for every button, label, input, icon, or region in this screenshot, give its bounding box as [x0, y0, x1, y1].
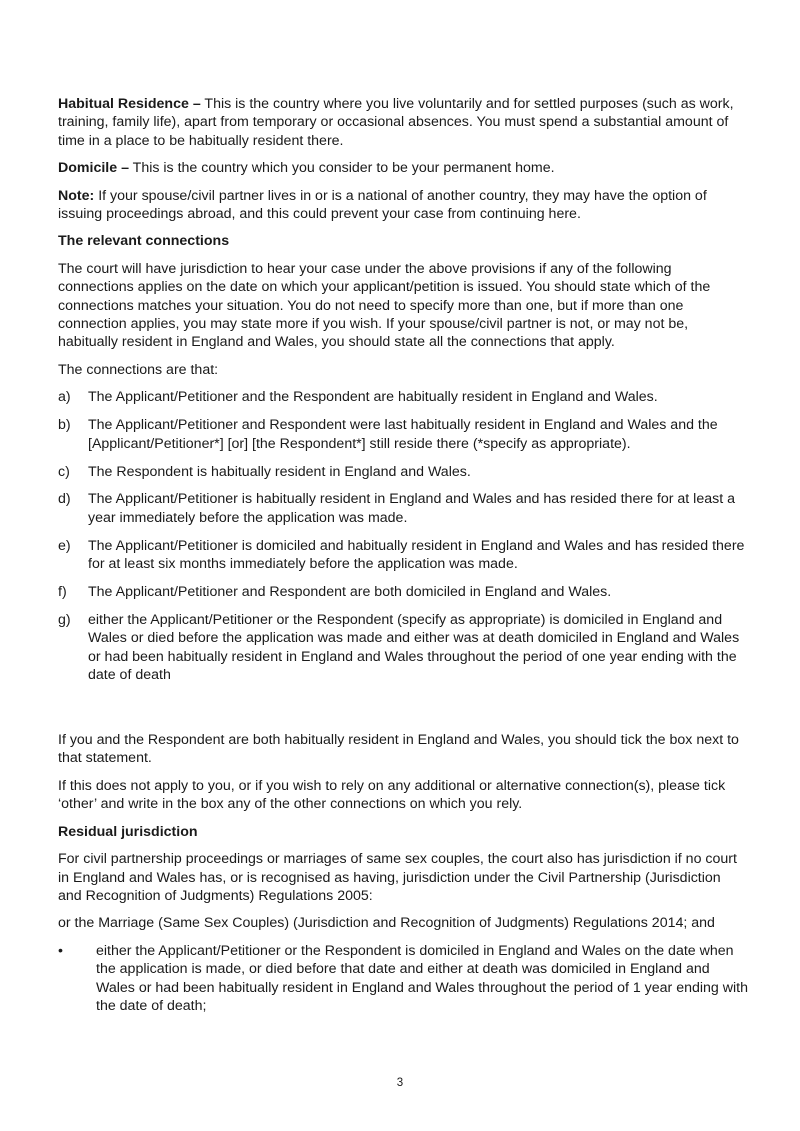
note-paragraph — [58, 187, 748, 224]
list-item-text: The Applicant/Petitioner and the Respondent are habitually resident in England and Wales. — [88, 389, 658, 406]
residual-jurisdiction-marriage-paragraph: or the Marriage (Same Sex Couples) (Jurisdiction and Recognition of Judgments) Regulations 2014; and — [58, 915, 715, 932]
residual-jurisdiction-heading: Residual jurisdiction — [58, 823, 198, 840]
list-item-text: The Applicant/Petitioner and Respondent were last habitually resident in England and Wales and the [Applicant/Petitioner*] [or] [the Respondent*] still reside there (*specify as appropriate). — [88, 417, 718, 452]
list-item-text: The Respondent is habitually resident in England and Wales. — [88, 463, 471, 480]
list-item-text: either the Applicant/Petitioner or the Respondent (specify as appropriate) is domiciled in England and Wales or died before the application was made and either was at death domiciled in England and Wales or had been habitually resident in England and Wales throughout the period of one year ending with the date of death — [88, 611, 740, 684]
habitual-residence-definition — [58, 95, 748, 150]
list-marker: f) — [58, 584, 67, 601]
connections-lead: The connections are that: — [58, 361, 219, 378]
definition-term: Domicile – — [58, 160, 129, 177]
list-marker: g) — [58, 611, 71, 628]
list-item — [58, 537, 748, 574]
list-marker: d) — [58, 491, 71, 508]
note-term: Note: — [58, 187, 95, 204]
document-page — [58, 95, 748, 1015]
bullet-marker: • — [58, 942, 63, 959]
page-number: 3 — [396, 1077, 404, 1089]
list-marker: b) — [58, 417, 71, 434]
list-item — [58, 942, 748, 1016]
tick-instruction: If you and the Respondent are both habitually resident in England and Wales, you should tick the box next to that statement. — [58, 732, 739, 767]
residual-jurisdiction-paragraph: For civil partnership proceedings or marriages of same sex couples, the court also has jurisdiction if no court in England and Wales has, or is recognised as having, jurisdiction under the Civil Partnership (Jurisdiction and Recognition of Judgments) Regulations 2005: — [58, 851, 737, 904]
list-item — [58, 583, 748, 601]
list-item — [58, 388, 748, 406]
definition-term: Habitual Residence – — [58, 96, 201, 112]
definition-text: This is the country which you consider to be your permanent home. — [128, 160, 555, 177]
other-instruction: If this does not apply to you, or if you wish to rely on any additional or alternative connection(s), please tick ‘other’ and write in the box any of the other connections on which you rely. — [58, 777, 726, 813]
list-item-text: The Applicant/Petitioner is domiciled and habitually resident in England and Wales and has resided there for at least six months immediately before the application was made. — [88, 537, 745, 573]
list-marker: e) — [58, 537, 71, 554]
list-item-text: The Applicant/Petitioner and Respondent are both domiciled in England and Wales. — [88, 584, 612, 601]
list-item — [58, 463, 748, 481]
list-marker: a) — [58, 389, 71, 406]
domicile-definition — [58, 159, 748, 177]
list-item — [58, 611, 748, 685]
definition-text: This is the country where you live voluntarily and for settled purposes (such as work, training, family life), apart from temporary or occasional absences. You must spend a substantial amount of time in a place to be habitually resident there. — [58, 96, 734, 149]
relevant-connections-intro: The court will have jurisdiction to hear your case under the above provisions if any of the following connections applies on the date on which your applicant/petition is issued. You should state which of the connections matches your situation. You do not need to specify more than one, but if more than one connection applies, you may state more if you wish. If your spouse/civil partner is not, or may not be, habitually resident in England and Wales, you should state all the connections that apply. — [58, 260, 711, 351]
note-text: If your spouse/civil partner lives in or is a national of another country, they may have the option of issuing proceedings abroad, and this could prevent your case from continuing here. — [58, 187, 707, 223]
list-item — [58, 490, 748, 527]
connections-list — [58, 388, 748, 684]
list-item-text: The Applicant/Petitioner is habitually resident in England and Wales and has resided there for at least a year immediately before the application was made. — [88, 491, 735, 526]
spacer — [58, 694, 748, 731]
list-marker: c) — [58, 463, 70, 480]
relevant-connections-heading: The relevant connections — [58, 233, 230, 250]
list-item — [58, 416, 748, 453]
residual-bullet-list — [58, 942, 748, 1016]
list-item-text: either the Applicant/Petitioner or the Respondent is domiciled in England and Wales on the date when the application is made, or died before that date and either at death was domiciled in England and Wales or had been habitually resident in England and Wales throughout the period of 1 year ending with the date of death; — [96, 942, 748, 1014]
